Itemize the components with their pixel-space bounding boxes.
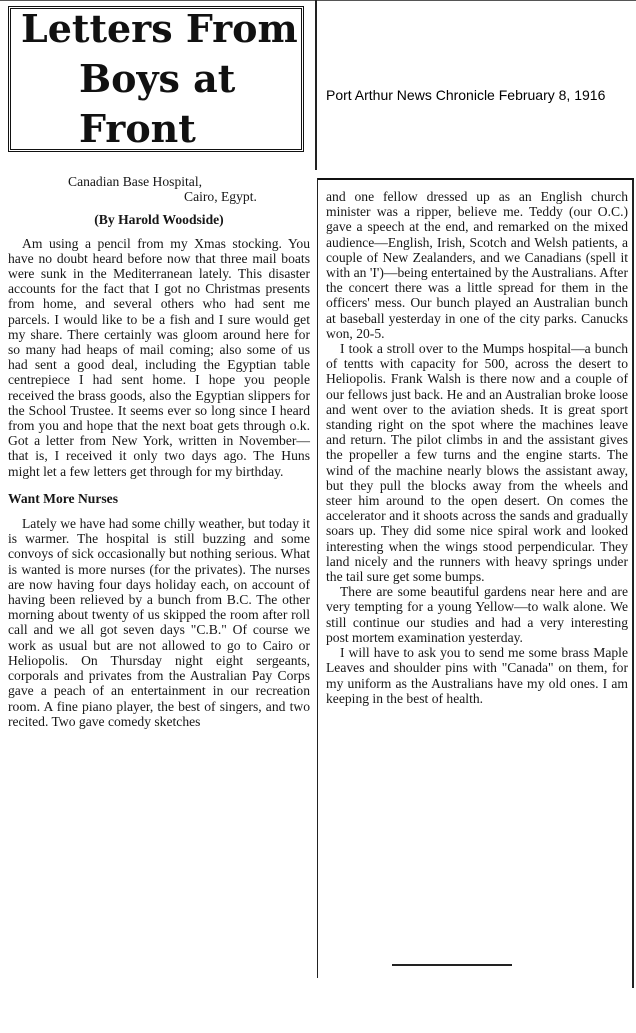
paragraph-3: and one fellow dressed up as an English church minister was a ripper, believe me. Teddy (our O.C.) gave a speech at the end, and remarked on the mixed audience—English, Irish, Scotch and Welsh patients, a couple of New Zealanders, and we Canadians (spell it with an 'I')—being entertained by the Australians. After the concert there was a little spread for them in the officers' mess. Our bunch played an Australian bunch at baseball yesterday in one of the city parks. Canucks won, 20-5. <box>326 189 628 341</box>
dateline-line-1: Canadian Base Hospital, <box>68 174 203 189</box>
paragraph-6: I will have to ask you to send me some brass Maple Leaves and shoulder pins with "Canada" on them, for my uniform as the Australians have my old ones. I am keeping in the best of health. <box>326 645 628 706</box>
dateline-line-2: Cairo, Egypt. <box>184 189 257 205</box>
source-caption: Port Arthur News Chronicle February 8, 1916 <box>326 87 606 103</box>
right-column-edge <box>632 178 634 988</box>
article-column-right <box>326 189 628 706</box>
column-divider <box>317 178 318 978</box>
article-column-left <box>8 174 310 729</box>
paragraph-1: Am using a pencil from my Xmas stocking. You have no doubt heard before now that three mail boats were sunk in the Mediterranean lately. This disaster accounts for the fact that I got no Christmas presents from home, and several others who had sent me parcels. I would like to be a fish and I sure would get my share. There certainly was gloom around here for so many had heaps of mail coming; also some of us had sent a good deal, including the Egyptian table centrepiece I had sent home. I hope you people received the brass goods, also the Egyptian slippers for the School Trustee. It seems ever so long since I heard from you and hope that the next boat gets through o.k. Got a letter from New York, written in November—that is, I received it only two days ago. The Huns might let a few letters get through for my birthday. <box>8 235 310 479</box>
subhead-want-more-nurses: Want More Nurses <box>8 490 118 506</box>
headline-line-2: Boys at Front <box>79 56 236 151</box>
headline-line-1: Letters From <box>21 6 298 51</box>
paragraph-5: There are some beautiful gardens near here and are very tempting for a young Yellow—to walk alone. We still continue our studies and had a very interesting post mortem examination yesterday. <box>326 584 628 645</box>
headline-box <box>8 6 304 152</box>
top-column-divider <box>315 0 317 170</box>
right-column-top-rule <box>318 178 634 180</box>
end-of-article-rule <box>392 964 512 966</box>
clipping-top-edge <box>0 0 636 1</box>
byline: (By Harold Woodside) <box>94 212 224 228</box>
paragraph-4: I took a stroll over to the Mumps hospital—a bunch of tentts with capacity for 500, across the desert to Heliopolis. Frank Walsh is there now and a couple of our fellows just back. He and an Australian broke loose and went over to the aviation sheds. It is great sport standing right on the spot where the machines leave and return. The pilot climbs in and the assistant gives the propeller a few turns and the engine starts. The wind of the machine nearly blows the assistant away, but they pull the blocks away from the wheels and steer him around to the open desert. On comes the accelerator and it shoots across the sands and gradually soars up. They did some nice spiral work and looked interesting when the wings stood perpendicular. They land nicely and the runners with heavy springs under the tail sure get some bumps. <box>326 341 628 585</box>
paragraph-2: Lately we have had some chilly weather, but today it is warmer. The hospital is still buzzing and some convoys of sick occasionally but nothing serious. What is wanted is more nurses (for the privates). The nurses are now having four days holiday each, on account of having been relieved by a bunch from B.C. The other morning about twenty of us skipped the room after roll call and we all got seven days "C.B." Of course we work as usual but are not allowed to go to Cairo or Heliopolis. On Thursday night eight sergeants, corporals and privates from the Australian Pay Corps gave a peach of an entertainment in our recreation room. A fine piano player, the best of singers, and two recited. Two gave comedy sketches <box>8 516 310 729</box>
